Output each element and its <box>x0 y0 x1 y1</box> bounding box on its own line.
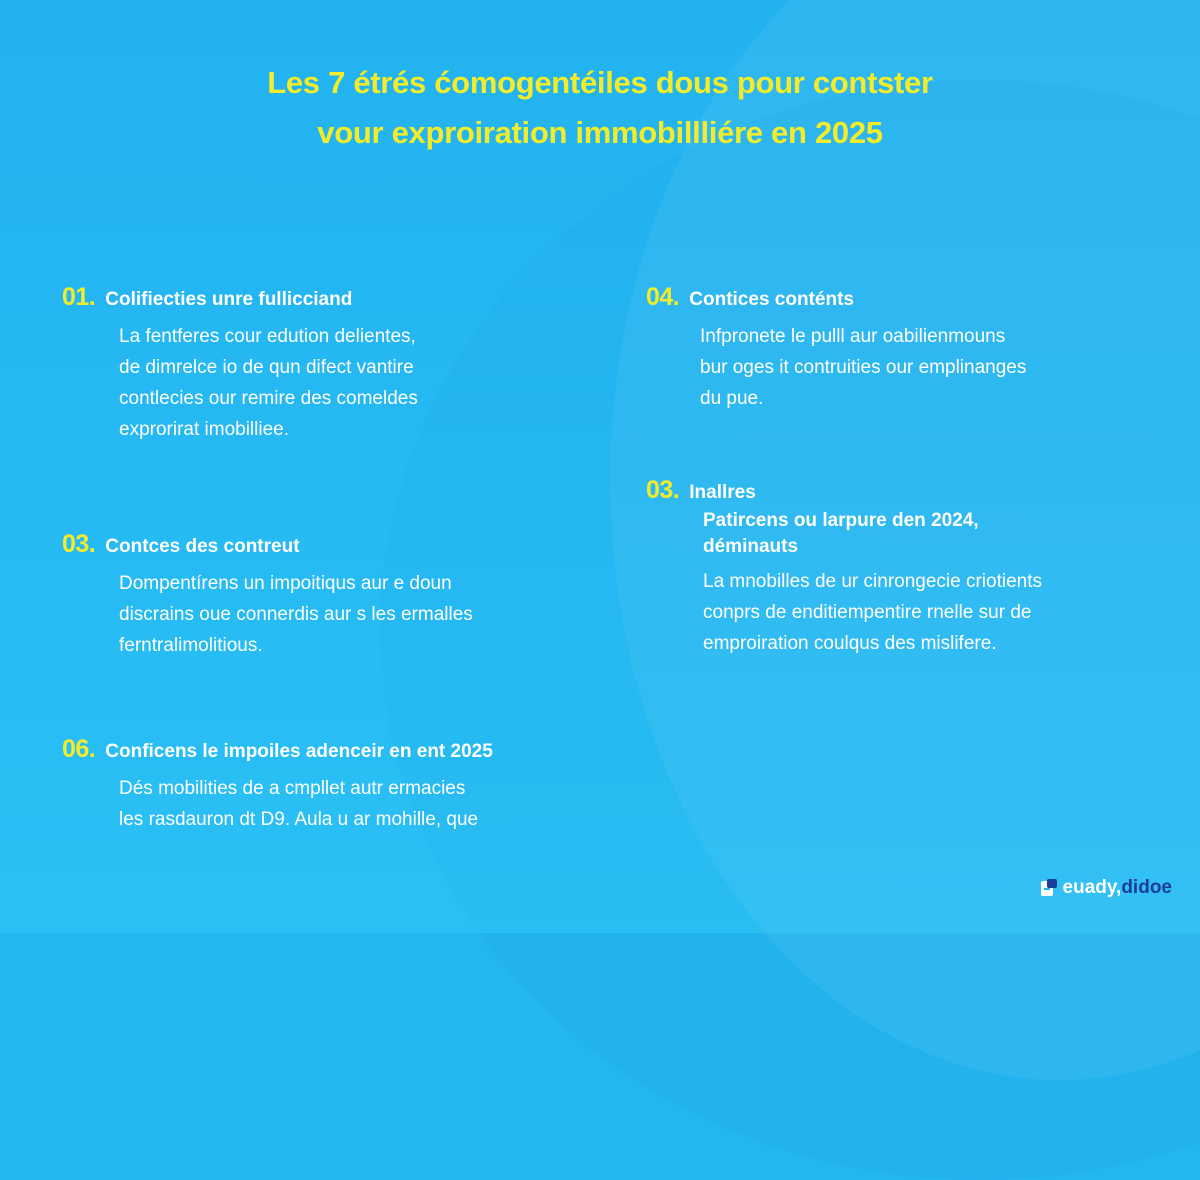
item-body-line: ferntralimolitious. <box>119 635 263 656</box>
item-title <box>689 287 854 313</box>
item-body-line: de dimrelce io de qun difect vantire <box>119 357 414 378</box>
item-body-line: Dompentírens un impoitiqus aur e doun <box>119 573 452 594</box>
brand-logo <box>1039 877 1172 899</box>
item-title-line: Contices conténts <box>689 289 854 310</box>
item-body-line: du pue. <box>700 388 764 409</box>
item-title-line: Patircens ou larpure den 2024, <box>703 510 979 531</box>
list-item-header <box>646 476 1156 506</box>
logo-icon <box>1039 878 1059 898</box>
item-number: 04. <box>646 283 680 311</box>
logo-text-primary: euady, <box>1062 877 1122 898</box>
list-item-5 <box>646 476 1156 659</box>
item-number: 03. <box>62 530 96 558</box>
item-body-line: Infpronete le pulll aur oabilienmouns <box>700 326 1006 347</box>
page-title-line-1: Les 7 étrés ćomogentéiles dous pour contster <box>267 65 933 100</box>
item-body-line: exprorirat imobilliee. <box>119 419 290 440</box>
item-body <box>703 566 1156 659</box>
item-title <box>105 534 299 560</box>
item-number: 06. <box>62 735 96 763</box>
item-body-line: conprs de enditiempentire rnelle sur de <box>703 602 1032 623</box>
item-body-line: bur oges it contruities our emplinanges <box>700 357 1027 378</box>
item-body <box>119 568 582 661</box>
list-item-2 <box>62 530 582 661</box>
item-number: 01. <box>62 283 96 311</box>
item-body-line: les rasdauron dt D9. Aula u ar mohille, que <box>119 809 479 830</box>
logo-text-secondary: didoe <box>1121 877 1172 898</box>
page-title-line-2: vour exproiration immobillliére en 2025 <box>317 115 883 150</box>
item-body <box>119 321 582 445</box>
item-title-line: Contces des contreut <box>105 536 300 557</box>
item-title-continued <box>703 508 1156 560</box>
list-item-header <box>62 530 582 560</box>
list-item-header <box>62 283 582 313</box>
list-item-header <box>62 735 622 765</box>
list-item-3 <box>62 735 622 835</box>
list-item-4 <box>646 283 1146 414</box>
list-item-1 <box>62 283 582 445</box>
item-body-line: Dés mobilities de a cmpllet autr ermacies <box>119 778 466 799</box>
item-body <box>700 321 1146 414</box>
item-title-line: Inallres <box>689 482 756 503</box>
item-body-line: discrains oue connerdis aur s les ermalles <box>119 604 473 625</box>
page-title <box>0 58 1200 158</box>
item-body-line: contlecies our remire des comeldes <box>119 388 418 409</box>
item-title <box>105 739 493 765</box>
item-title-line: déminauts <box>703 536 799 557</box>
item-title <box>105 287 352 313</box>
item-body-line: La mnobilles de ur cinrongecie criotients <box>703 571 1043 592</box>
item-body <box>119 773 622 835</box>
item-number: 03. <box>646 476 680 504</box>
item-body-line: La fentferes cour edution delientes, <box>119 326 416 347</box>
item-title-line: Conficens le impoiles adenceir en ent 2025 <box>105 741 493 762</box>
item-title <box>689 480 756 506</box>
list-item-header <box>646 283 1146 313</box>
item-body-line: emproiration coulqus des mislifere. <box>703 633 997 654</box>
item-title-line: Colifiecties unre fullicciand <box>105 289 353 310</box>
